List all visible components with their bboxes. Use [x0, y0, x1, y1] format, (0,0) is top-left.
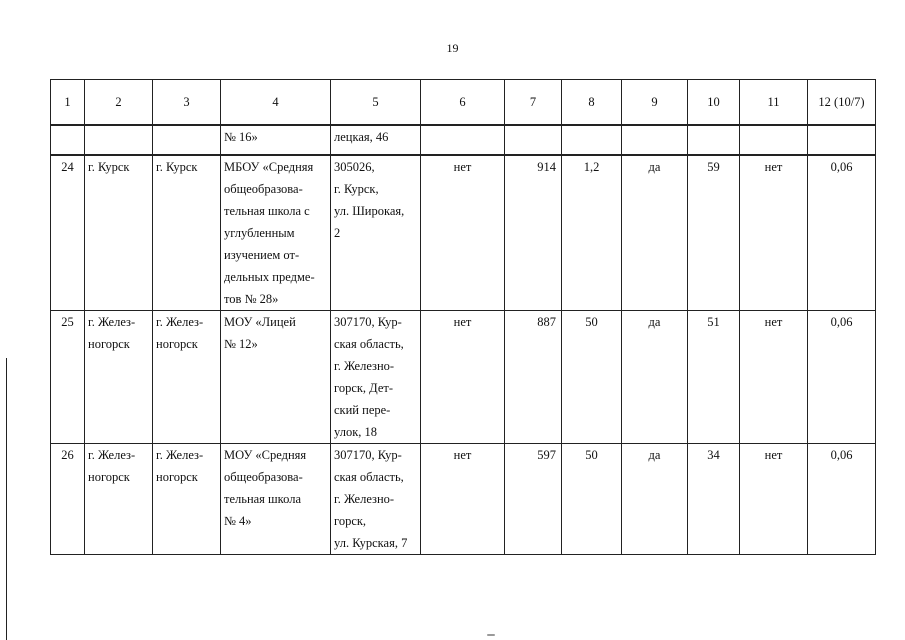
column-header: 12 (10/7) — [808, 80, 876, 126]
table-cell: 59 — [688, 155, 740, 311]
cell-line: ская область, — [334, 470, 404, 484]
table-cell: 50 — [562, 444, 622, 555]
table-cell — [331, 125, 421, 155]
table-cell — [740, 125, 808, 155]
table-cell — [51, 125, 85, 155]
row-number: 25 — [51, 311, 85, 444]
cell-line: г. Желез- — [156, 448, 204, 462]
cell-line: тов № 28» — [224, 292, 279, 306]
cell-line: ский пере- — [334, 403, 391, 417]
column-header: 7 — [505, 80, 562, 126]
cell-line: ногорск — [156, 337, 198, 351]
table-cell — [562, 125, 622, 155]
table-cell — [85, 125, 153, 155]
table-cell — [808, 125, 876, 155]
region-cell — [85, 444, 153, 555]
cell-line: г. Курск — [88, 160, 130, 174]
cell-line: № 16» — [224, 130, 258, 144]
cell-line: 305026, — [334, 160, 375, 174]
cell-line: МОУ «Лицей — [224, 315, 296, 329]
column-header: 10 — [688, 80, 740, 126]
table-header-row — [51, 80, 876, 126]
cell-line: ул. Курская, 7 — [334, 536, 408, 550]
table-cell — [421, 125, 505, 155]
cell-line: г. Желез- — [156, 315, 204, 329]
table-row — [51, 311, 876, 444]
cell-line: общеобразова- — [224, 470, 303, 484]
cell-line: г. Курск — [156, 160, 198, 174]
cell-line: ногорск — [88, 470, 130, 484]
scan-speck — [487, 634, 495, 636]
address-cell — [331, 311, 421, 444]
table-cell: 34 — [688, 444, 740, 555]
table-cell: 914 — [505, 155, 562, 311]
cell-line: г. Железно- — [334, 359, 395, 373]
column-header: 1 — [51, 80, 85, 126]
cell-line: 307170, Кур- — [334, 448, 402, 462]
table-cell: нет — [740, 155, 808, 311]
cell-line: ская область, — [334, 337, 404, 351]
row-number: 26 — [51, 444, 85, 555]
address-cont — [334, 126, 417, 148]
table-cell: нет — [421, 311, 505, 444]
cell-line: ногорск — [156, 470, 198, 484]
table-cell — [221, 125, 331, 155]
cell-line: горск, — [334, 514, 367, 528]
institution-name-cell — [221, 155, 331, 311]
table-cell: 597 — [505, 444, 562, 555]
table-cell: да — [622, 311, 688, 444]
table-cell: нет — [421, 155, 505, 311]
cell-line: 307170, Кур- — [334, 315, 402, 329]
table-cell — [622, 125, 688, 155]
table-cell — [688, 125, 740, 155]
column-header: 6 — [421, 80, 505, 126]
cell-line: г. Железно- — [334, 492, 395, 506]
city-cell — [153, 311, 221, 444]
table-cell: да — [622, 444, 688, 555]
continuation-row — [51, 125, 876, 155]
table-cell — [505, 125, 562, 155]
table-cell: 887 — [505, 311, 562, 444]
institution-name-cont — [224, 126, 327, 148]
column-header: 5 — [331, 80, 421, 126]
table-row — [51, 155, 876, 311]
cell-line: МБОУ «Средняя — [224, 160, 314, 174]
table-cell: нет — [740, 311, 808, 444]
column-header: 11 — [740, 80, 808, 126]
cell-line: лецкая, 46 — [334, 130, 389, 144]
margin-rule — [6, 358, 7, 640]
column-header: 9 — [622, 80, 688, 126]
table-cell: 50 — [562, 311, 622, 444]
cell-line: 2 — [334, 226, 341, 240]
cell-line: тельная школа — [224, 492, 301, 506]
cell-line: общеобразова- — [224, 182, 303, 196]
region-cell — [85, 155, 153, 311]
city-cell — [153, 155, 221, 311]
table-row — [51, 444, 876, 555]
cell-line: МОУ «Средняя — [224, 448, 307, 462]
table-cell: да — [622, 155, 688, 311]
document-table — [50, 79, 876, 555]
table-cell: нет — [740, 444, 808, 555]
cell-line: улок, 18 — [334, 425, 378, 439]
cell-line: г. Желез- — [88, 315, 136, 329]
cell-line: г. Курск, — [334, 182, 379, 196]
region-cell — [85, 311, 153, 444]
table-cell: нет — [421, 444, 505, 555]
table-cell: 0,06 — [808, 444, 876, 555]
page-number: 19 — [446, 41, 459, 55]
cell-line: г. Желез- — [88, 448, 136, 462]
cell-line: ногорск — [88, 337, 130, 351]
cell-line: изучением от- — [224, 248, 300, 262]
cell-line: тельная школа с — [224, 204, 310, 218]
column-header: 4 — [221, 80, 331, 126]
column-header: 3 — [153, 80, 221, 126]
cell-line: горск, Дет- — [334, 381, 394, 395]
table-cell: 51 — [688, 311, 740, 444]
column-header: 8 — [562, 80, 622, 126]
table-cell: 0,06 — [808, 155, 876, 311]
address-cell — [331, 155, 421, 311]
cell-line: ул. Широкая, — [334, 204, 405, 218]
table-cell: 0,06 — [808, 311, 876, 444]
table-cell: 1,2 — [562, 155, 622, 311]
address-cell — [331, 444, 421, 555]
cell-line: углубленным — [224, 226, 295, 240]
cell-line: дельных предме- — [224, 270, 315, 284]
column-header: 2 — [85, 80, 153, 126]
city-cell — [153, 444, 221, 555]
table-cell — [153, 125, 221, 155]
row-number: 24 — [51, 155, 85, 311]
institution-name-cell — [221, 444, 331, 555]
institution-name-cell — [221, 311, 331, 444]
cell-line: № 4» — [224, 514, 252, 528]
cell-line: № 12» — [224, 337, 258, 351]
